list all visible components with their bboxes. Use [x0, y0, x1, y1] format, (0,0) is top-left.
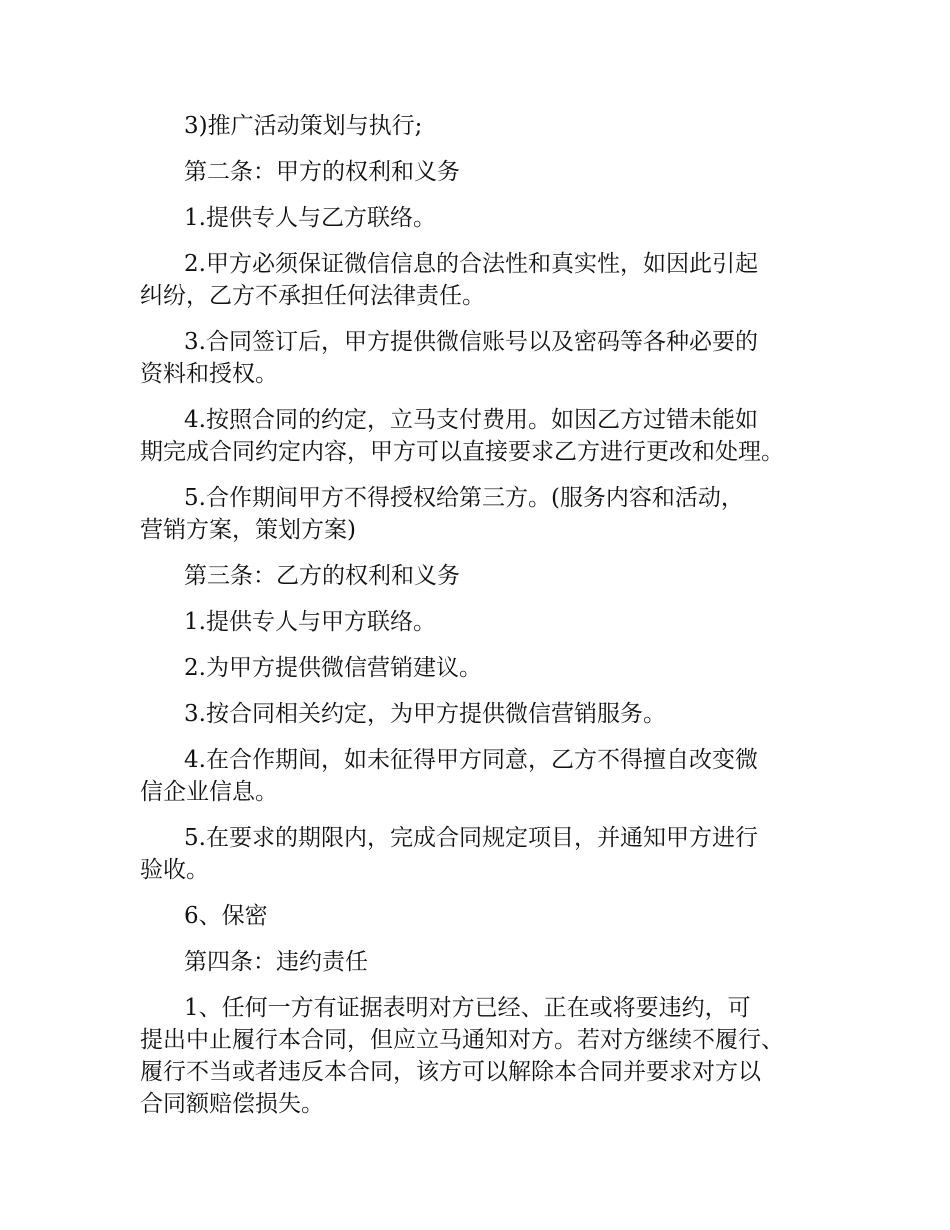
paragraph	[140, 202, 820, 234]
paragraph-line: 3.合同签订后，甲方提供微信账号以及密码等各种必要的	[184, 329, 758, 355]
paragraph-line: 履行不当或者违反本合同，该方可以解除本合同并要求对方以	[140, 1059, 761, 1085]
paragraph-line: 信企业信息。	[140, 779, 278, 805]
paragraph-line: 验收。	[140, 857, 209, 883]
paragraph	[140, 404, 820, 468]
section-heading	[140, 156, 820, 188]
paragraph-line: 纠纷，乙方不承担任何法律责任。	[140, 283, 485, 309]
paragraph-line: 第二条：甲方的权利和义务	[184, 159, 460, 185]
paragraph	[140, 744, 820, 808]
section-heading	[140, 946, 820, 978]
paragraph-line: 第四条：违约责任	[184, 949, 368, 975]
paragraph	[140, 110, 820, 142]
paragraph-line: 合同额赔偿损失。	[140, 1091, 324, 1117]
paragraph	[140, 248, 820, 312]
paragraph-line: 资料和授权。	[140, 361, 278, 387]
paragraph	[140, 652, 820, 684]
paragraph	[140, 482, 820, 546]
paragraph-line: 4.按照合同的约定，立马支付费用。如因乙方过错未能如	[184, 407, 758, 433]
paragraph	[140, 606, 820, 638]
paragraph	[140, 698, 820, 730]
document-body	[140, 110, 820, 1134]
paragraph-line: 5.合作期间甲方不得授权给第三方。(服务内容和活动，	[184, 485, 744, 511]
paragraph	[140, 326, 820, 390]
paragraph-line: 2.为甲方提供微信营销建议。	[184, 655, 482, 681]
paragraph-line: 1.提供专人与甲方联络。	[184, 609, 436, 635]
paragraph	[140, 900, 820, 932]
paragraph-line: 提出中止履行本合同，但应立马通知对方。若对方继续不履行、	[140, 1027, 784, 1053]
paragraph-line: 期完成合同约定内容，甲方可以直接要求乙方进行更改和处理。	[140, 439, 784, 465]
paragraph-line: 3.按合同相关约定，为甲方提供微信营销服务。	[184, 701, 666, 727]
paragraph	[140, 992, 820, 1120]
section-heading	[140, 560, 820, 592]
paragraph-line: 3)推广活动策划与执行;	[184, 113, 423, 139]
paragraph-line: 5.在要求的期限内，完成合同规定项目，并通知甲方进行	[184, 825, 758, 851]
paragraph-line: 1、任何一方有证据表明对方已经、正在或将要违约，可	[184, 995, 751, 1021]
paragraph-line: 营销方案，策划方案)	[140, 517, 356, 543]
paragraph-line: 第三条：乙方的权利和义务	[184, 563, 460, 589]
paragraph-line: 4.在合作期间，如未征得甲方同意，乙方不得擅自改变微	[184, 747, 758, 773]
paragraph-line: 2.甲方必须保证微信信息的合法性和真实性，如因此引起	[184, 251, 758, 277]
paragraph-line: 6、保密	[184, 903, 268, 929]
paragraph	[140, 822, 820, 886]
paragraph-line: 1.提供专人与乙方联络。	[184, 205, 436, 231]
